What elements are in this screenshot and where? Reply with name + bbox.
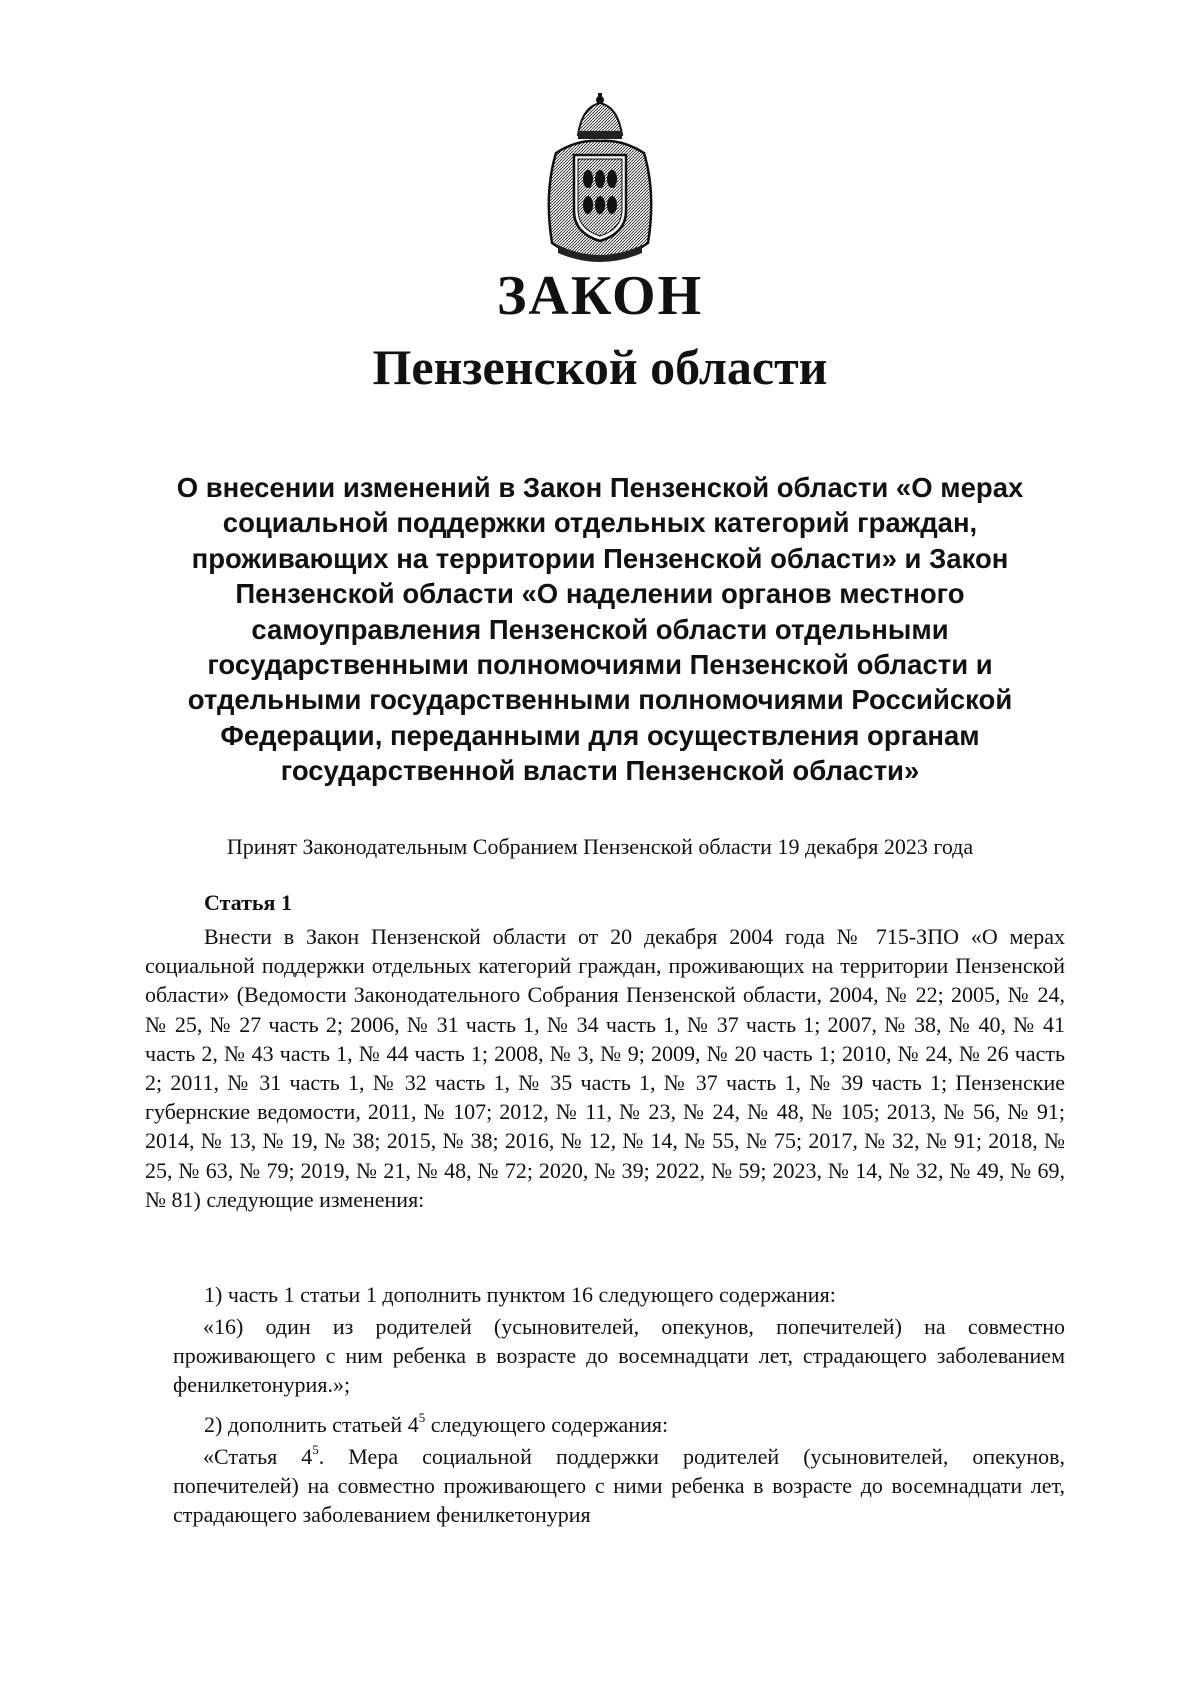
law-subject-heading: О внесении изменений в Закон Пензенской области «О мерах социальной поддержки отдельных категорий граждан, проживающих на территории Пензенской области» и Закон Пензенской области «О наделении органов местного самоуправления Пензенской области отдельными государственными полномочиями Пензенской области и отдельными государственными полномочиями Российской Федерации, переданными для осуществления органам государственной власти Пензенской области» bbox=[176, 472, 1024, 787]
quote-article-4-5-head: «Статья 4 bbox=[203, 1444, 313, 1469]
amendment-item-2 bbox=[145, 1410, 1065, 1439]
amendment-quote-16: «16) один из родителей (усыновителей, опекунов, попечителей) на совместно проживающего с ним ребенка в возрасте до восемнадцати лет, страдающего заболеванием фенилкетонурия.»; bbox=[173, 1314, 1065, 1398]
amendment-item-1: 1) часть 1 статьи 1 дополнить пунктом 16 следующего содержания: bbox=[204, 1282, 836, 1307]
page-title: ЗАКОН bbox=[496, 265, 704, 327]
article-heading: Статья 1 bbox=[204, 890, 292, 915]
adoption-line: Принят Законодательным Собранием Пензенской области 19 декабря 2023 года bbox=[226, 834, 974, 859]
item-2-text: 2) дополнить статьей 4 bbox=[204, 1412, 419, 1437]
quote-article-4-5-superscript: 5 bbox=[312, 1441, 319, 1457]
article-intro-paragraph: Внести в Закон Пензенской области от 20 декабря 2004 года № 715-ЗПО «О мерах социальной поддержки отдельных категорий граждан, проживающих на территории Пензенской области» (Ведомости Законодательного Собрания Пензенской области, 2004, № 22; 2005, № 24, № 25, № 27 часть 2; 2006, № 31 часть 1, № 34 часть 1, № 37 часть 1; 2007, № 38, № 40, № 41 часть 2, № 43 часть 1, № 44 часть 1; 2008, № 3, № 9; 2009, № 20 часть 1; 2010, № 24, № 26 часть 2; 2011, № 31 часть 1, № 32 часть 1, № 35 часть 1, № 37 часть 1, № 39 часть 1; Пензенские губернские ведомости, 2011, № 107; 2012, № 11, № 23, № 24, № 48, № 105; 2013, № 56, № 91; 2014, № 13, № 19, № 38; 2015, № 38; 2016, № 12, № 14, № 55, № 75; 2017, № 32, № 91; 2018, № 25, № 63, № 79; 2019, № 21, № 48, № 72; 2020, № 39; 2022, № 59; 2023, № 14, № 32, № 49, № 69, № 81) следующие изменения: bbox=[145, 924, 1065, 1212]
amendment-quote-article-4-5 bbox=[173, 1442, 1065, 1530]
page-subtitle: Пензенской области bbox=[372, 339, 828, 395]
item-2-text-tail: следующего содержания: bbox=[425, 1412, 669, 1437]
penza-coat-of-arms-icon bbox=[538, 93, 662, 263]
item-2-superscript: 5 bbox=[418, 1409, 426, 1425]
quote-article-4-5-body: . Мера социальной поддержки родителей (усыновителей, опекунов, попечителей) на совместно проживающего с ними ребенка в возрасте до восемнадцати лет, страдающего заболеванием фенилкетонурия bbox=[173, 1444, 1066, 1528]
